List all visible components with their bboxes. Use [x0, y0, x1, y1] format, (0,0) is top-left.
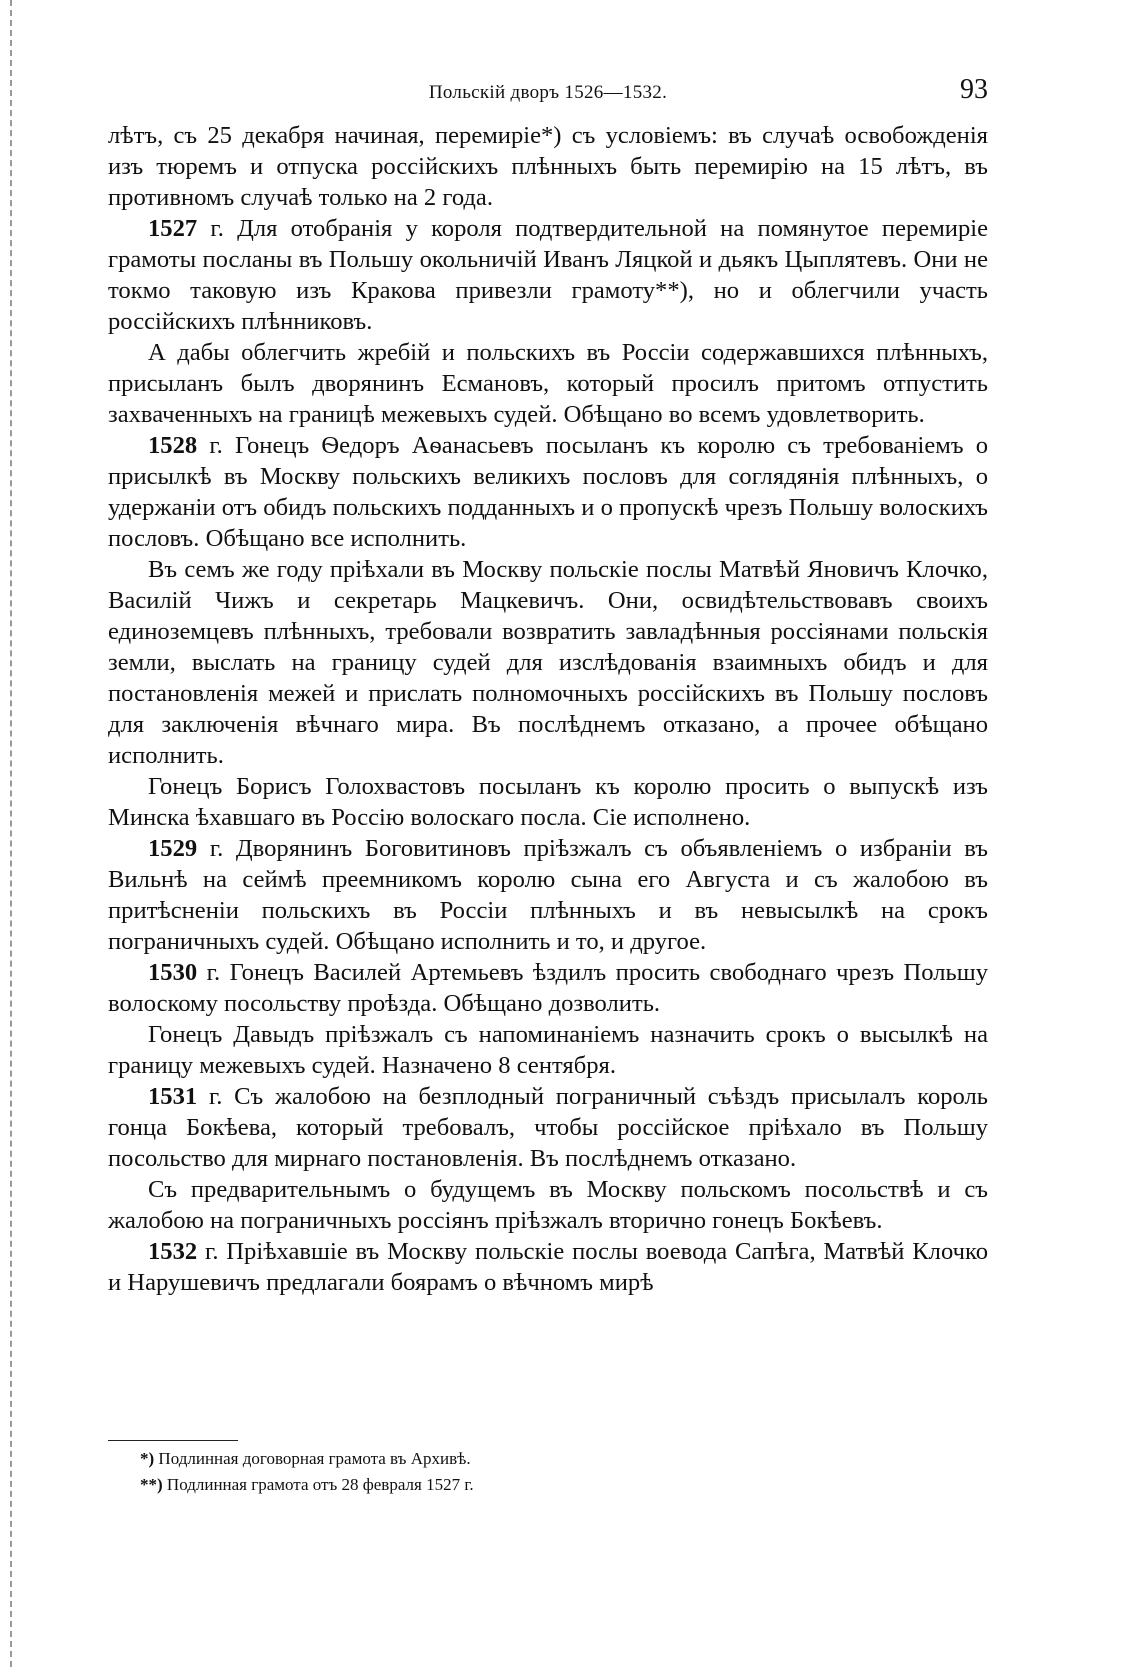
paragraph-text: Съ предварительнымъ о будущемъ въ Москву польскомъ посольствѣ и съ жалобою на пограничныхъ россіянъ пріѣзжалъ вторично гонецъ Бокѣевъ. — [108, 1176, 988, 1234]
body-text — [108, 120, 988, 1298]
paragraph-text: Въ семъ же году пріѣхали въ Москву польскіе послы Матвѣй Яновичъ Клочко, Василій Чижъ и секретарь Мацкевичъ. Они, освидѣтельствовавъ своихъ единоземцевъ плѣнныхъ, требовали возвратить завладѣнныя россіянами польскія земли, выслать на границу судей для изслѣдованія взаимныхъ обидъ и для постановленія межей и прислать полномочныхъ россійскихъ въ Польшу пословъ для заключенія вѣчнаго мира. Въ послѣднемъ отказано, а прочее обѣщано исполнить. — [108, 556, 988, 769]
paragraph — [108, 120, 988, 213]
paragraph-text: г. Пріѣхавшіе въ Москву польскіе послы воевода Сапѣга, Матвѣй Клочко и Нарушевичъ предлагали боярамъ о вѣчномъ мирѣ — [108, 1238, 988, 1296]
paragraph-text: г. Гонецъ Ѳедоръ Аѳанасьевъ посыланъ къ королю съ требованіемъ о присылкѣ въ Москву польскихъ великихъ пословъ для соглядянія плѣнныхъ, о удержаніи отъ обидъ польскихъ подданныхъ и о пропускѣ чрезъ Польшу волоскихъ пословъ. Обѣщано все исполнить. — [108, 432, 988, 552]
paragraph-year: 1531 — [148, 1083, 198, 1110]
paragraph-text: Гонецъ Борисъ Голохвастовъ посыланъ къ королю просить о выпускѣ изъ Минска ѣхавшаго въ Россію волоскаго посла. Сіе исполнено. — [108, 773, 988, 831]
footnote-text: Подлинная договорная грамота въ Архивѣ. — [154, 1449, 471, 1468]
paragraph-text: г. Гонецъ Василей Артемьевъ ѣздилъ просить свободнаго чрезъ Польшу волоскому посольству проѣзда. Обѣщано дозволить. — [108, 959, 988, 1017]
footnote — [140, 1472, 980, 1498]
paragraph-year: 1528 — [148, 432, 198, 459]
paragraph-text: А дабы облегчить жребій и польскихъ въ Россіи содержавшихся плѣнныхъ, присыланъ былъ дворянинъ Есмановъ, который просилъ притомъ отпустить захваченныхъ на границѣ межевыхъ судей. Обѣщано во всемъ удовлетворить. — [108, 339, 988, 428]
paragraph — [108, 1236, 988, 1298]
paragraph-text: лѣтъ, съ 25 декабря начиная, перемиріе*) съ условіемъ: въ случаѣ освобожденія изъ тюремъ и отпуска россійскихъ плѣнныхъ быть перемирію на 15 лѣтъ, въ противномъ случаѣ только на 2 года. — [108, 122, 988, 211]
paragraph — [108, 1174, 988, 1236]
paragraph-year: 1530 — [148, 959, 198, 986]
paragraph — [108, 1081, 988, 1174]
paragraph — [108, 1019, 988, 1081]
paragraph — [108, 833, 988, 957]
running-title: Польскій дворъ 1526—1532. — [428, 82, 668, 103]
footnote-divider — [108, 1440, 238, 1441]
paragraph-year: 1527 — [148, 215, 198, 242]
paragraph — [108, 213, 988, 337]
page-header — [108, 74, 988, 118]
footnote — [140, 1446, 980, 1472]
paragraph — [108, 337, 988, 430]
paragraph-text: г. Для отобранія у короля подтвердительной на помянутое перемиріе грамоты посланы въ Польшу окольничій Иванъ Ляцкой и дьякъ Цыплятевъ. Они не токмо таковую изъ Кракова привезли грамоту**), но и облегчили участь россійскихъ плѣнниковъ. — [108, 215, 988, 335]
paragraph — [108, 554, 988, 771]
paragraph-text: г. Съ жалобою на безплодный пограничный съѣздъ присылалъ король гонца Бокѣева, который требовалъ, чтобы россійское пріѣхало въ Польшу посольство для мирнаго постановленія. Въ послѣднемъ отказано. — [108, 1083, 988, 1172]
footnote-marker: *) — [140, 1449, 155, 1468]
paragraph-text: г. Дворянинъ Боговитиновъ пріѣзжалъ съ объявленіемъ о избраніи въ Вильнѣ на сеймѣ преемникомъ королю сына его Августа и съ жалобою въ притѣсненіи польскихъ въ Россіи плѣнныхъ и въ невысылкѣ на срокъ пограничныхъ судей. Обѣщано исполнить и то, и другое. — [108, 835, 988, 955]
paragraph-year: 1529 — [148, 835, 198, 862]
footnotes — [140, 1446, 980, 1498]
paragraph — [108, 957, 988, 1019]
page-number: 93 — [960, 74, 988, 105]
footnote-marker: **) — [140, 1475, 163, 1494]
paragraph — [108, 771, 988, 833]
paragraph — [108, 430, 988, 554]
scan-edge-line — [10, 0, 14, 1667]
footnote-text: Подлинная грамота отъ 28 февраля 1527 г. — [162, 1475, 474, 1494]
paragraph-year: 1532 — [148, 1238, 198, 1265]
paragraph-text: Гонецъ Давыдъ пріѣзжалъ съ напоминаніемъ назначить срокъ о высылкѣ на границу межевыхъ судей. Назначено 8 сентября. — [108, 1021, 988, 1079]
